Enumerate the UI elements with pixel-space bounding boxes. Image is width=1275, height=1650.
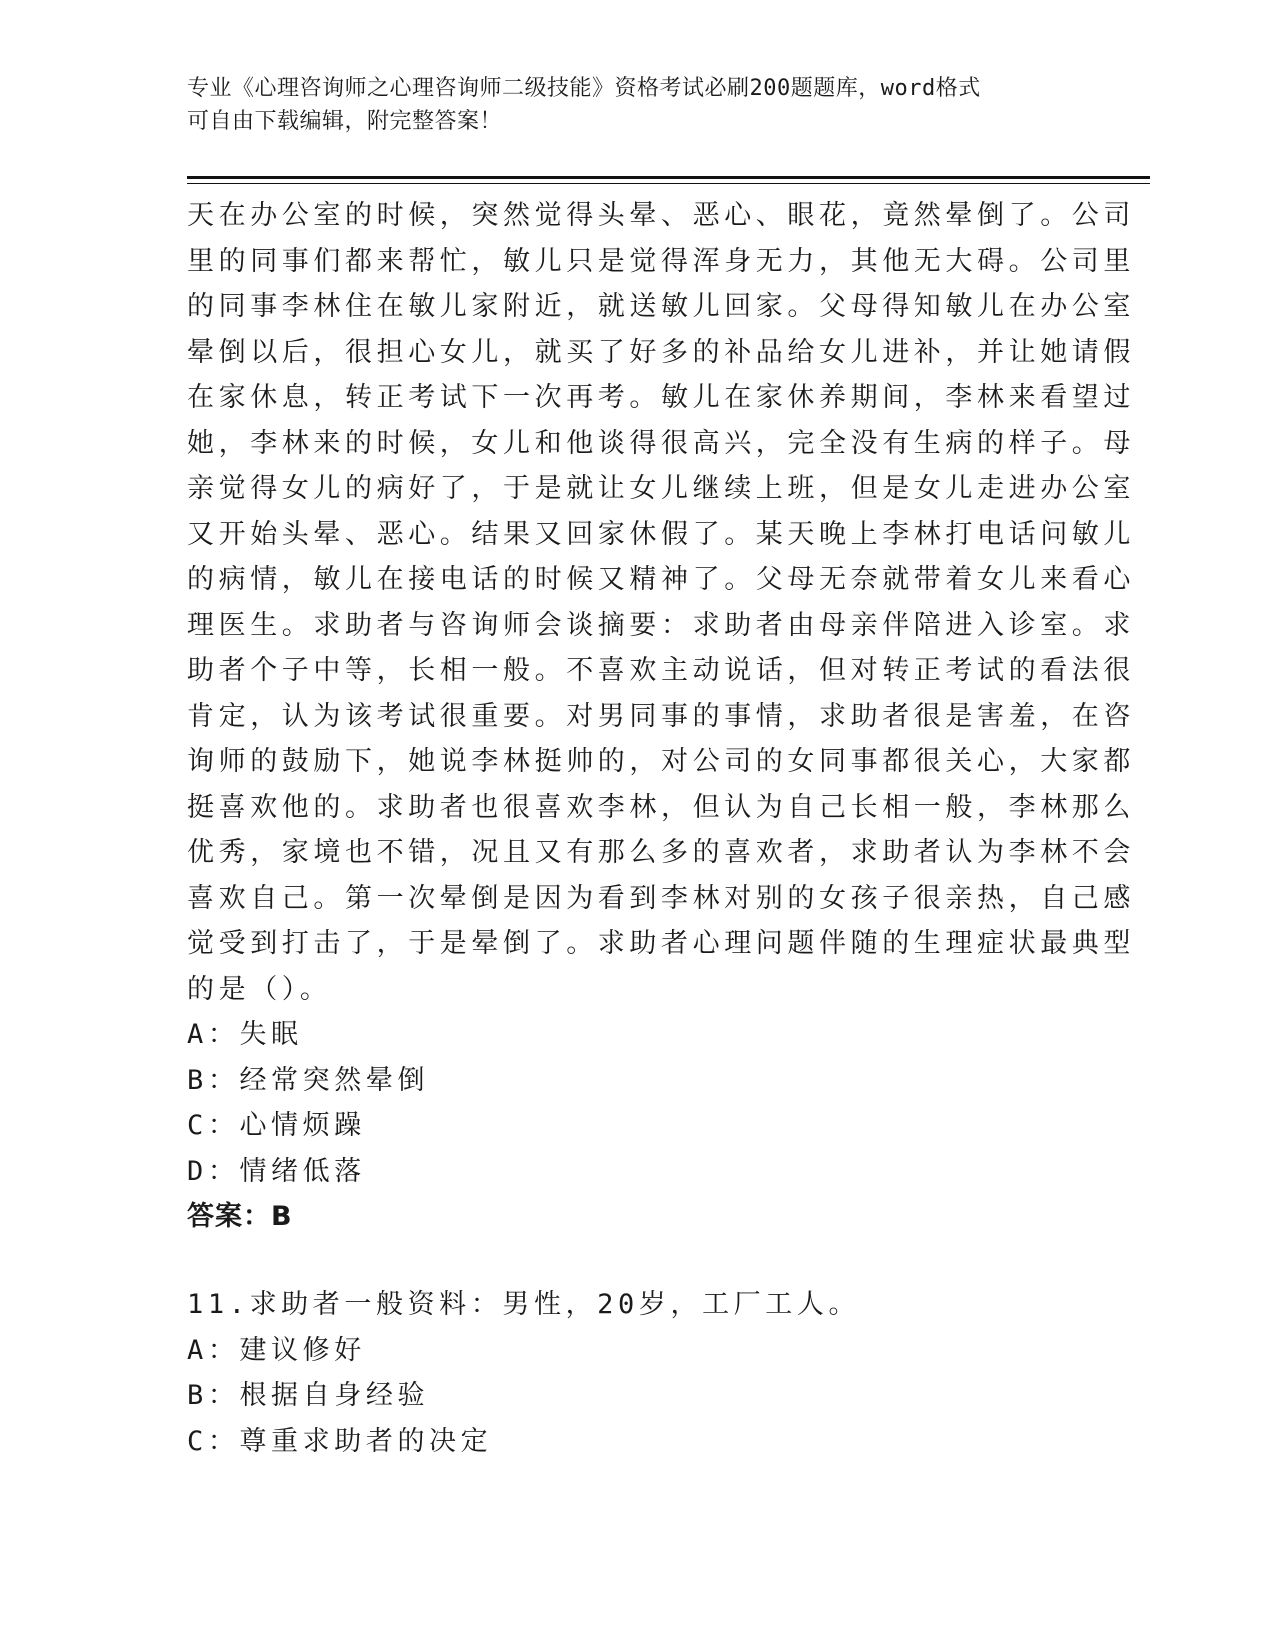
question-11 — [187, 1282, 1067, 1464]
question-text-line: 天在办公室的时候，突然觉得头晕、恶心、眼花，竟然晕倒了。公司 — [187, 200, 1135, 231]
question-text-line: 晕倒以后，很担心女儿，就买了好多的补品给女儿进补，并让她请假 — [187, 336, 1135, 368]
document-header — [187, 72, 1087, 138]
question-text-line: 助者个子中等，长相一般。不喜欢主动说话，但对转正考试的看法很 — [187, 655, 1135, 686]
header-divider-thin — [187, 183, 1150, 184]
option-d: D：情绪低落 — [187, 1155, 366, 1187]
question-text-line: 在家休息，转正考试下一次再考。敏儿在家休养期间，李林来看望过 — [187, 382, 1135, 413]
header-line-1: 专业《心理咨询师之心理咨询师二级技能》资格考试必刷200题题库，word格式 — [187, 76, 981, 101]
option-a: A：失眠 — [187, 1019, 303, 1050]
question-text-line: 的是（）。 — [187, 973, 332, 1005]
option-b: B：根据自身经验 — [187, 1380, 430, 1411]
question-text-line: 优秀，家境也不错，况且又有那么多的喜欢者，求助者认为李林不会 — [187, 837, 1135, 868]
option-a: A：建议修好 — [187, 1334, 366, 1366]
question-text-line: 挺喜欢他的。求助者也很喜欢李林，但认为自己长相一般，李林那么 — [187, 791, 1135, 823]
header-divider-thick — [187, 176, 1150, 179]
header-line-2: 可自由下载编辑，附完整答案！ — [187, 109, 503, 134]
question-text-line: 觉受到打击了，于是晕倒了。求助者心理问题伴随的生理症状最典型 — [187, 928, 1135, 959]
question-text-line: 的病情，敏儿在接电话的时候又精神了。父母无奈就带着女儿来看心 — [187, 564, 1135, 595]
question-text-line: 她，李林来的时候，女儿和他谈得很高兴，完全没有生病的样子。母 — [187, 427, 1135, 459]
question-10 — [187, 193, 1135, 1240]
question-text-line: 询师的鼓励下，她说李林挺帅的，对公司的女同事都很关心，大家都 — [187, 746, 1135, 777]
question-text-line: 亲觉得女儿的病好了，于是就让女儿继续上班，但是女儿走进办公室 — [187, 473, 1135, 504]
question-text-line: 肯定，认为该考试很重要。对男同事的事情，求助者很是害羞，在咨 — [187, 700, 1135, 732]
question-text-line: 里的同事们都来帮忙，敏儿只是觉得浑身无力，其他无大碍。公司里 — [187, 245, 1135, 277]
option-c: C：心情烦躁 — [187, 1110, 366, 1141]
question-stem: 11.求助者一般资料：男性，20岁，工厂工人。 — [187, 1289, 861, 1320]
answer-label: 答案：B — [187, 1201, 293, 1232]
option-c: C：尊重求助者的决定 — [187, 1425, 493, 1457]
question-text-line: 又开始头晕、恶心。结果又回家休假了。某天晚上李林打电话问敏儿 — [187, 518, 1135, 550]
question-text-line: 喜欢自己。第一次晕倒是因为看到李林对别的女孩子很亲热，自己感 — [187, 882, 1135, 914]
question-text-line: 理医生。求助者与咨询师会谈摘要：求助者由母亲伴陪进入诊室。求 — [187, 609, 1135, 641]
option-b: B：经常突然晕倒 — [187, 1064, 430, 1096]
question-text-line: 的同事李林住在敏儿家附近，就送敏儿回家。父母得知敏儿在办公室 — [187, 291, 1135, 322]
